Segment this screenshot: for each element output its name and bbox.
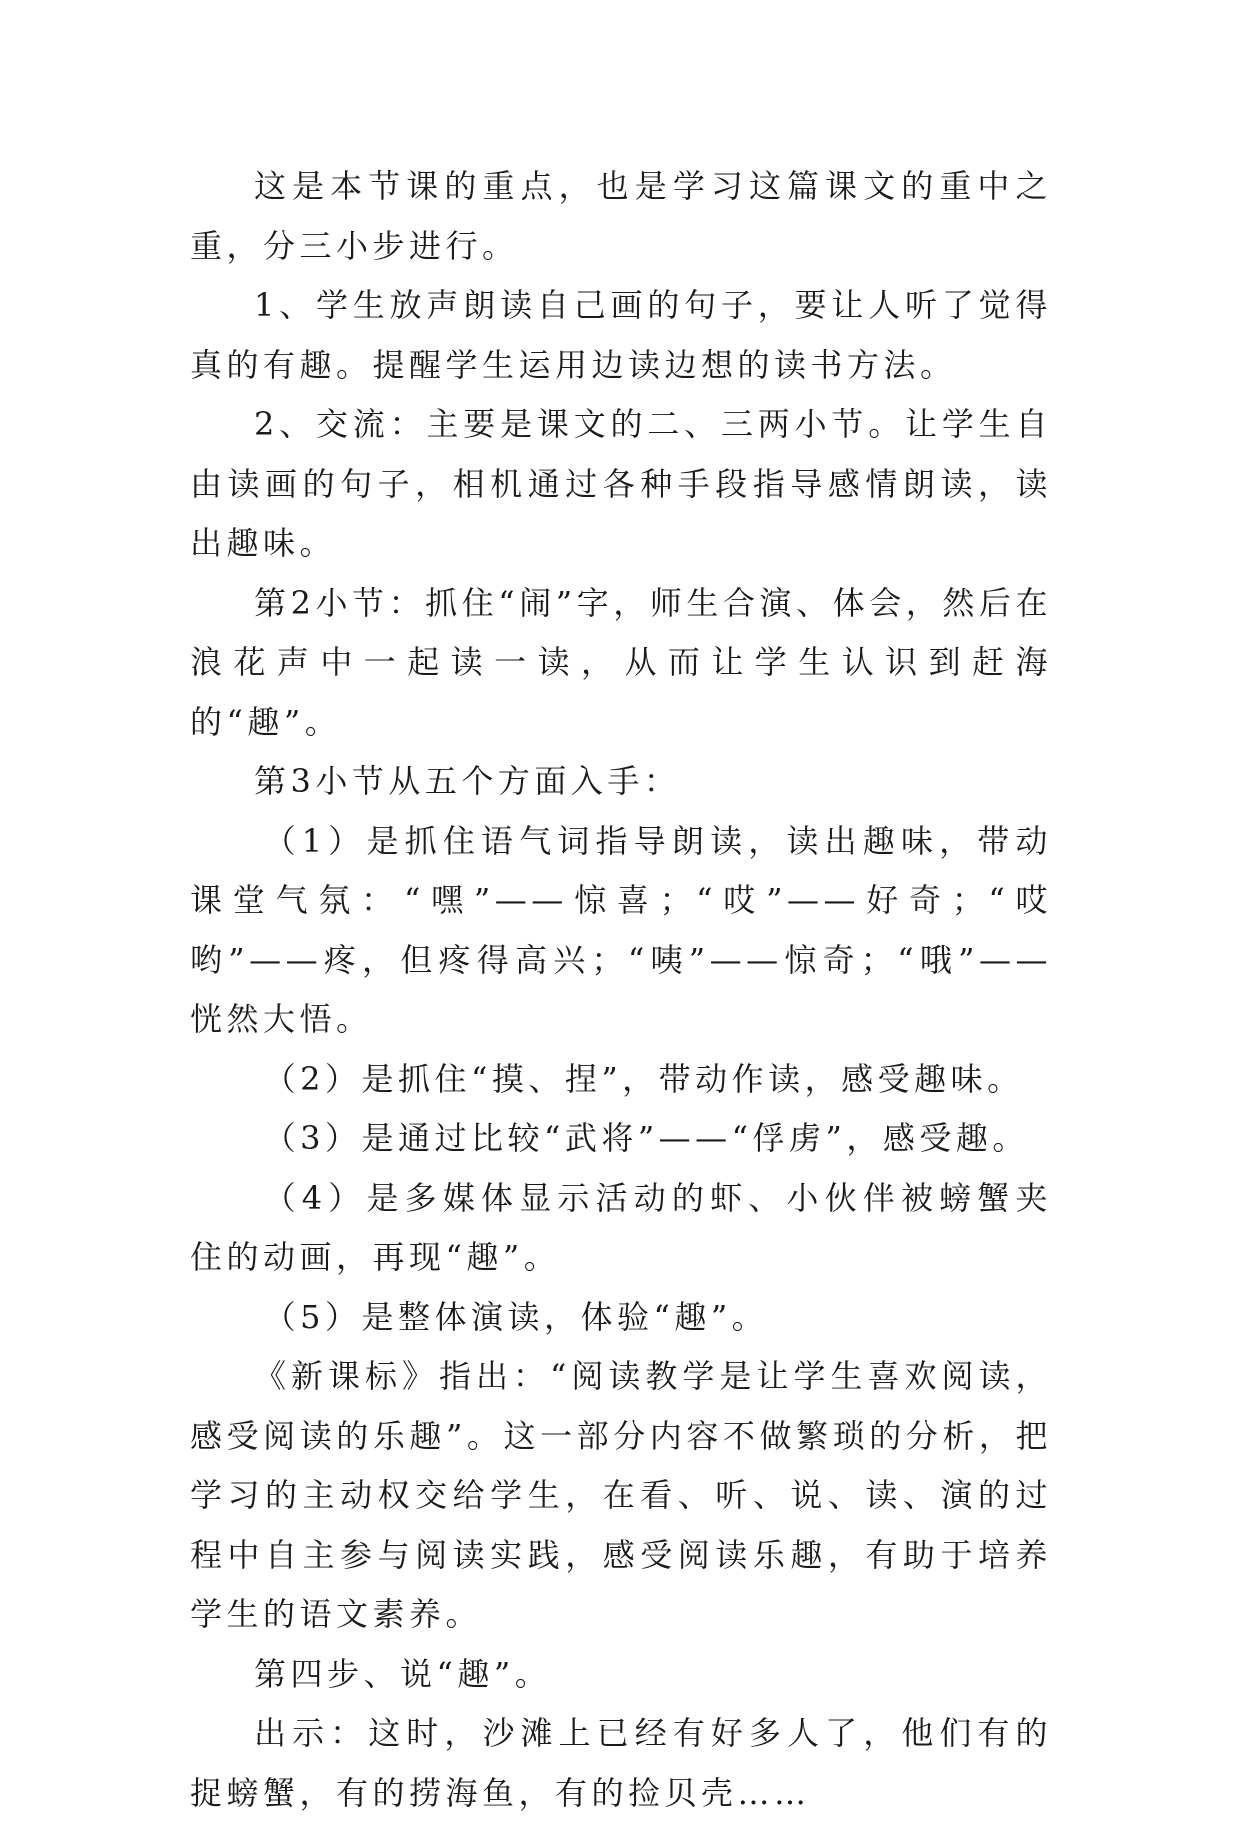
document-body — [190, 157, 1052, 1823]
paragraph-step-1: 1、学生放声朗读自己画的句子，要让人听了觉得真的有趣。提醒学生运用边读边想的读书方法。 — [190, 286, 1052, 384]
paragraph-point-3: （3）是通过比较“武将”——“俘虏”，感受趣。 — [263, 1119, 1029, 1157]
paragraph-step-4: 第四步、说“趣”。 — [254, 1654, 552, 1693]
paragraph-section-2: 第2小节：抓住“闹”字，师生合演、体会，然后在浪花声中一起读一读，从而让学生认识到赶海的“趣”。 — [190, 583, 1052, 741]
paragraph-point-4: （4）是多媒体显示活动的虾、小伙伴被螃蟹夹住的动画，再现“趣”。 — [190, 1178, 1052, 1276]
paragraph-point-2: （2）是抓住“摸、捏”，带动作读，感受趣味。 — [263, 1059, 1024, 1098]
paragraph-section-3: 第3小节从五个方面入手： — [254, 762, 681, 800]
paragraph-curriculum: 《新课标》指出：“阅读教学是让学生喜欢阅读，感受阅读的乐趣”。这一部分内容不做繁琐的分析，把学习的主动权交给学生，在看、听、说、读、演的过程中自主参与阅读实践，感受阅读乐趣，有助于培养学生的语文素养。 — [190, 1357, 1052, 1633]
paragraph-display: 出示：这时，沙滩上已经有好多人了，他们有的捉螃蟹，有的捞海鱼，有的捡贝壳…… — [190, 1714, 1052, 1812]
paragraph-step-2: 2、交流：主要是课文的二、三两小节。让学生自由读画的句子，相机通过各种手段指导感情朗读，读出趣味。 — [190, 405, 1052, 562]
paragraph-intro: 这是本节课的重点，也是学习这篇课文的重中之重，分三小步进行。 — [190, 167, 1052, 265]
paragraph-point-1: （1）是抓住语气词指导朗读，读出趣味，带动课堂气氛：“嘿”——惊喜；“哎”——好奇；“哎哟”——疼，但疼得高兴；“咦”——惊奇；“哦”——恍然大悟。 — [190, 821, 1052, 1038]
paragraph-point-5: （5）是整体演读，体验“趣”。 — [263, 1297, 769, 1336]
